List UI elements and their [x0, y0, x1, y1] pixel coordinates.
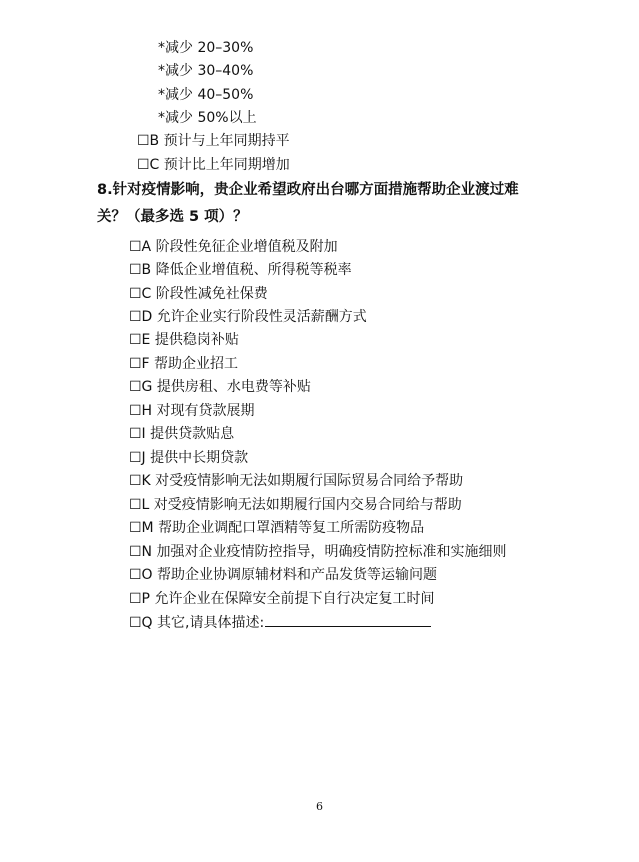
sub-option-1: *减少 20–30%	[158, 40, 254, 56]
option-q-label: ☐Q 其它,请具体描述:	[129, 615, 265, 631]
sub-option-3: *减少 40–50%	[158, 87, 254, 103]
option-b-flat[interactable]: ☐B 预计与上年同期持平	[137, 133, 290, 149]
option-c-increase[interactable]: ☐C 预计比上年同期增加	[137, 157, 290, 173]
option-m[interactable]: ☐M 帮助企业调配口罩酒精等复工所需防疫物品	[129, 520, 425, 536]
page-number: 6	[316, 800, 323, 813]
other-description-blank[interactable]	[265, 612, 431, 627]
option-q-other[interactable]	[129, 612, 431, 633]
option-b[interactable]: ☐B 降低企业增值税、所得税等税率	[129, 262, 352, 278]
option-l[interactable]: ☐L 对受疫情影响无法如期履行国内交易合同给与帮助	[129, 497, 462, 513]
option-i[interactable]: ☐I 提供贷款贴息	[129, 426, 235, 442]
option-g[interactable]: ☐G 提供房租、水电费等补贴	[129, 379, 311, 395]
option-p[interactable]: ☐P 允许企业在保障安全前提下自行决定复工时间	[129, 591, 435, 607]
question-8-title-line1: 8.针对疫情影响，贵企业希望政府出台哪方面措施帮助企业渡过难	[97, 182, 519, 198]
option-k[interactable]: ☐K 对受疫情影响无法如期履行国际贸易合同给予帮助	[129, 473, 464, 489]
option-d[interactable]: ☐D 允许企业实行阶段性灵活薪酬方式	[129, 309, 367, 325]
option-h[interactable]: ☐H 对现有贷款展期	[129, 403, 255, 419]
sub-option-4: *减少 50%以上	[158, 110, 257, 126]
question-8-title-line2: 关？（最多选 5 项）？	[97, 209, 248, 225]
option-o[interactable]: ☐O 帮助企业协调原辅材料和产品发货等运输问题	[129, 567, 438, 583]
option-e[interactable]: ☐E 提供稳岗补贴	[129, 332, 239, 348]
option-a[interactable]: ☐A 阶段性免征企业增值税及附加	[129, 239, 338, 255]
option-j[interactable]: ☐J 提供中长期贷款	[129, 450, 249, 466]
sub-option-2: *减少 30–40%	[158, 63, 254, 79]
option-c[interactable]: ☐C 阶段性减免社保费	[129, 286, 268, 302]
option-n[interactable]: ☐N 加强对企业疫情防控指导，明确疫情防控标准和实施细则	[129, 544, 507, 560]
option-f[interactable]: ☐F 帮助企业招工	[129, 356, 239, 372]
